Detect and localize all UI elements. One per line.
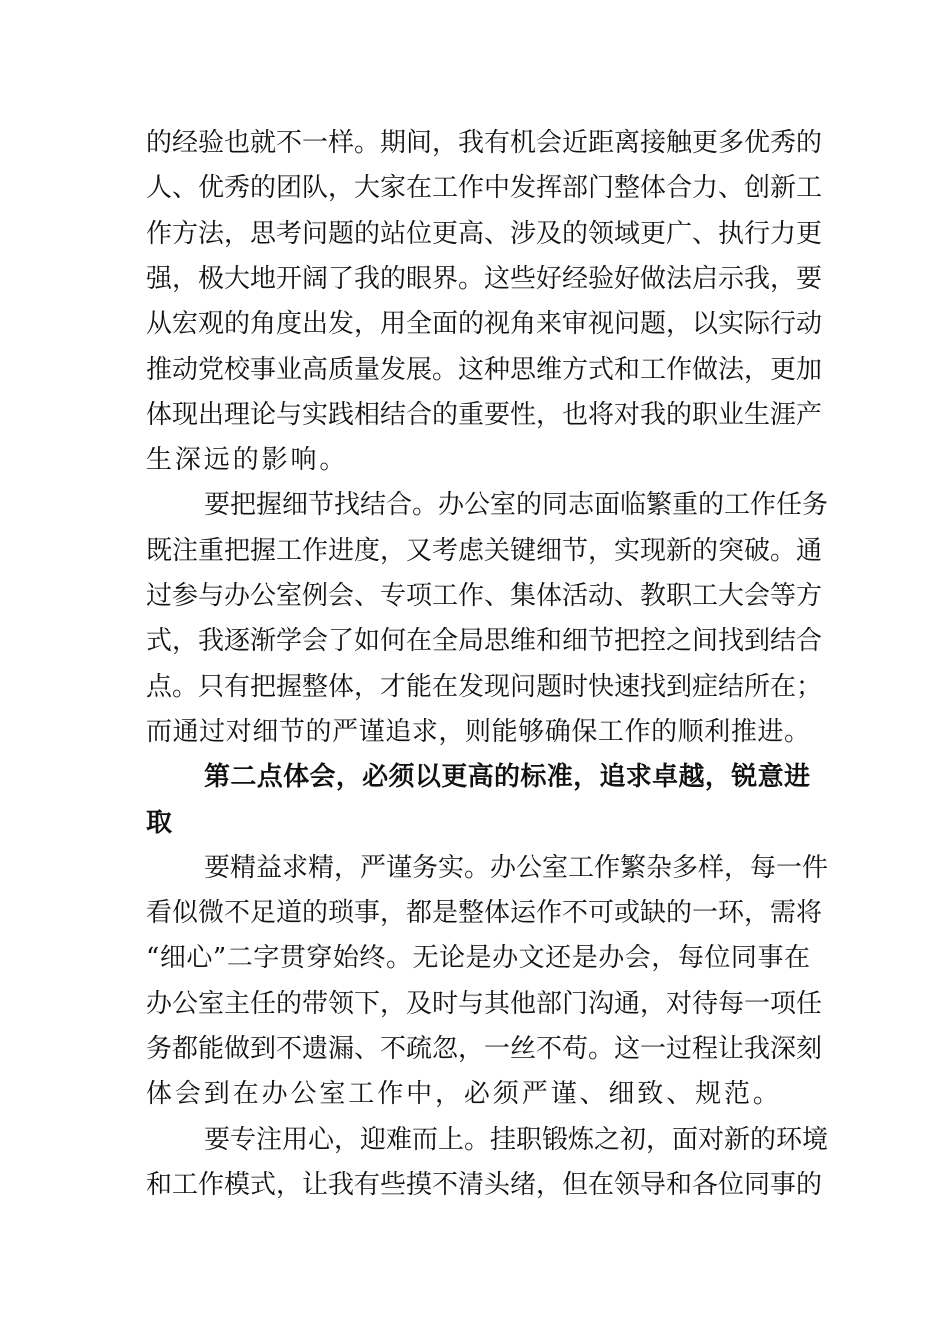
text-line: 作方法，思考问题的站位更高、涉及的领域更广、执行力更 [146,218,823,249]
text-line: 强，极大地开阔了我的眼界。这些好经验好做法启示我，要 [146,263,823,294]
text-line: 式，我逐渐学会了如何在全局思维和细节把控之间找到结合 [146,626,823,657]
text-line: 看似微不足道的琐事，都是整体运作不可或缺的一环，需将 [146,898,823,929]
text-line: 要精益求精，严谨务实。办公室工作繁杂多样，每一件 [204,852,829,883]
text-line: 点。只有把握整体，才能在发现问题时快速找到症结所在； [146,671,823,702]
text-line: 体现出理论与实践相结合的重要性，也将对我的职业生涯产 [146,399,823,430]
text-line: “细心”二字贯穿始终。无论是办文还是办会，每位同事在 [146,943,810,974]
heading-line: 第二点体会，必须以更高的标准，追求卓越，锐意进 [204,762,810,793]
text-line: 过参与办公室例会、专项工作、集体活动、教职工大会等方 [146,581,823,611]
text-line: 办公室主任的带领下，及时与其他部门沟通，对待每一项任 [146,988,823,1019]
text-line: 生深远的影响。 [146,445,349,476]
heading-line: 取 [146,807,175,838]
text-line: 推动党校事业高质量发展。这种思维方式和工作做法，更加 [146,354,823,385]
text-line: 和工作模式，让我有些摸不清头绪，但在领导和各位同事的 [146,1169,823,1200]
text-line: 要专注用心，迎难而上。挂职锻炼之初，面对新的环境 [204,1124,829,1155]
text-line: 人、优秀的团队，大家在工作中发挥部门整体合力、创新工 [146,173,823,204]
text-line: 从宏观的角度出发，用全面的视角来审视问题，以实际行动 [146,309,823,340]
text-line: 的经验也就不一样。期间，我有机会近距离接触更多优秀的 [146,128,823,158]
text-line: 既注重把握工作进度，又考虑关键细节，实现新的突破。通 [146,535,823,566]
text-line: 而通过对细节的严谨追求，则能够确保工作的顺利推进。 [146,716,810,747]
text-line: 要把握细节找结合。办公室的同志面临繁重的工作任务 [204,490,829,521]
text-line: 务都能做到不遗漏、不疏忽，一丝不苟。这一过程让我深刻 [146,1034,823,1064]
text-line: 体会到在办公室工作中，必须严谨、细致、规范。 [146,1079,782,1110]
